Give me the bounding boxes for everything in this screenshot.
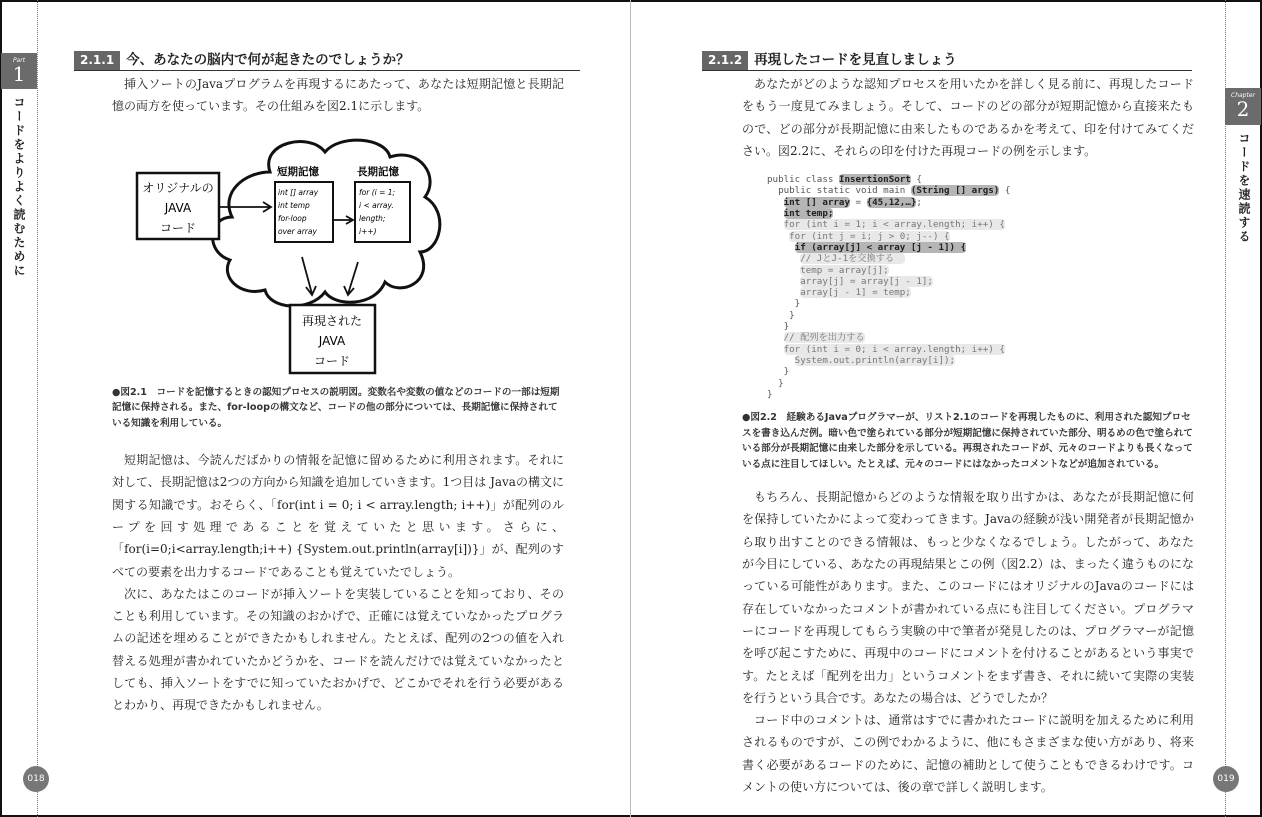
long-term-item: length;: [359, 213, 386, 223]
intro-paragraph: 挿入ソートのJavaプログラムを再現するにあたって、あなたは短期記憶と長期記憶の両方を使っています。その仕組みを図2.1に示します。: [112, 77, 564, 114]
code-line: [767, 366, 1194, 377]
short-term-highlight: int temp;: [783, 208, 834, 220]
body-paragraph-2: コード中のコメントは、通常はすでに書かれたコードに説明を加えるために利用されるものですが、この例でわかるように、他にもさまざまな使い方があり、将来書く必要があるコードのために、記憶の補助として使うこともできるわけです。コメントの使い方については、後の章で詳しく説明します。: [742, 713, 1194, 794]
long-term-label: 長期記憶: [357, 165, 399, 178]
short-term-item: int temp: [278, 200, 310, 210]
code-text: }: [767, 377, 784, 389]
code-line: [767, 344, 1194, 355]
code-line: [767, 389, 1194, 400]
short-term-item: for-loop: [278, 213, 307, 223]
figure-2-2-caption: ●図2.2 経験あるJavaプログラマーが、リスト2.1のコードを再現したものに、利用された認知プロセスを書き込んだ例。暗い色で塗られている部分が短期記憶に保持されていた部分、明るめの色で塗られている部分が長期記憶に由来した部分を示している。再現されたコードが、元々のコードよりも長くなっている点に注目してほしい。たとえば、元々のコードにはなかったコメントなどが追加されている。: [742, 412, 1193, 470]
section-title: 今、あなたの脳内で何が起きたのでしょうか？: [126, 52, 410, 68]
code-line: [767, 298, 1194, 309]
long-term-highlight: for (int i = 1; i < array.length; i++) {: [783, 219, 1005, 231]
page-number-right: 019: [1213, 766, 1239, 792]
reproduced-box-line-3: コード: [313, 353, 351, 368]
code-text: [767, 253, 800, 264]
short-term-highlight: {45,12,…}: [866, 196, 917, 208]
long-term-highlight: // 配列を出力する: [783, 332, 865, 344]
code-text: [767, 242, 795, 253]
code-line: [767, 185, 1194, 196]
section-number: 2.1.1: [74, 51, 120, 70]
figure-2-1-caption: ●図2.1 コードを記憶するときの認知プロセスの説明図。変数名や変数の値などのコードの一部は短期記憶に保持される。また、for-loopの構文など、コードの他の部分については、長期記憶に保持されている知識を利用している。: [112, 386, 560, 429]
left-text-column: [112, 73, 564, 717]
long-term-item: i < array.: [359, 200, 394, 210]
reproduced-box-line-1: 再現された: [301, 313, 363, 328]
code-line: [767, 332, 1194, 343]
original-box-line-1: オリジナルの: [142, 180, 214, 195]
chapter-label: Chapter: [1231, 92, 1255, 99]
long-term-item: for (i = 1;: [359, 187, 396, 197]
code-text: [767, 219, 784, 230]
part-tab: [1, 53, 37, 89]
code-text: [767, 265, 800, 276]
code-text: [767, 287, 800, 298]
code-line: [767, 174, 1194, 185]
code-text: public static void main: [767, 185, 911, 197]
code-text: {: [999, 185, 1011, 197]
long-term-highlight: for (int i = 0; i < array.length; i++) {: [783, 343, 1005, 355]
arrow-to-long-term: [333, 216, 353, 224]
code-text: }: [767, 388, 773, 400]
intro-paragraph: あなたがどのような認知プロセスを用いたかを詳しく見る前に、再現したコードをもう一度見てみましょう。そして、コードのどの部分が短期記憶から直接来たもので、どの部分が長期記憶に由来したものであるかを考えて、印を付けてみてください。図2.2に、それらの印を付けた再現コードの例を示します。: [742, 77, 1194, 158]
code-text: [767, 276, 800, 287]
long-term-highlight: // JとJ-1を交換する: [800, 253, 906, 265]
code-line: [767, 276, 1194, 287]
code-line: [767, 242, 1194, 253]
arrow-down-right: [344, 262, 358, 295]
section-heading-2-1-1: [74, 51, 580, 71]
original-box-line-2: JAVA: [164, 200, 192, 215]
figure-2-1-diagram: [120, 132, 450, 377]
code-text: [767, 231, 789, 242]
gutter-divider: [630, 0, 631, 817]
code-text: ;: [916, 196, 922, 208]
code-line: [767, 378, 1194, 389]
section-title: 再現したコードを見直しましょう: [754, 52, 957, 68]
original-box-line-3: コード: [159, 220, 197, 235]
code-text: [767, 355, 795, 366]
code-text: [767, 197, 784, 208]
short-term-highlight: (String [] args): [910, 185, 1000, 197]
short-term-item: int [] array: [278, 187, 319, 197]
body-paragraph-2: 次に、あなたはこのコードが挿入ソートを実装していることを知っており、そのことも利用しています。その知識のおかげで、正確には覚えていなかったプログラムの記述を埋めることができたかもしれません。たとえば、配列の2つの値を入れ替える処理が書かれていたかどうかを、コードを読んだけでは覚えていなかったとしても、挿入ソートをすでに知っていたおかげで、どこかでそれを行う必要があるとわかり、再現できたかもしれません。: [112, 586, 564, 713]
margin-guide-left: [37, 0, 38, 817]
code-text: }: [767, 298, 801, 310]
long-term-highlight: temp = array[j];: [800, 264, 889, 276]
code-text: }: [767, 366, 790, 378]
code-text: [767, 332, 784, 343]
code-text: }: [767, 321, 790, 333]
short-term-highlight: if (array[j] < array [j - 1]) {: [794, 241, 967, 253]
code-line: [767, 355, 1194, 366]
part-number: 1: [12, 62, 26, 86]
code-line: [767, 219, 1194, 230]
long-term-item: i++): [359, 226, 377, 236]
code-text: }: [767, 309, 795, 321]
code-line: [767, 287, 1194, 298]
section-number: 2.1.2: [702, 51, 748, 70]
code-text: [767, 208, 784, 219]
long-term-highlight: array[j] = array[j - 1];: [800, 275, 933, 287]
code-line: [767, 231, 1194, 242]
part-title-vertical: コードをよりよく読むために: [12, 96, 26, 278]
part-label: Part: [12, 57, 26, 64]
code-text: [767, 344, 784, 355]
code-line: [767, 208, 1194, 219]
chapter-tab: [1225, 88, 1261, 125]
short-term-highlight: InsertionSort: [838, 174, 911, 186]
chapter-number: 2: [1236, 97, 1250, 121]
long-term-highlight: System.out.println(array[i]);: [794, 354, 956, 366]
code-line: [767, 310, 1194, 321]
code-line: [767, 253, 1194, 264]
page-number-left: 018: [23, 766, 49, 792]
short-term-label: 短期記憶: [277, 165, 319, 178]
body-paragraph-1: 短期記憶は、今読んだばかりの情報を記憶に留めるために利用されます。それに対して、長期記憶は2つの方向から知識を追加していきます。1つ目は Javaの構文に関する知識です。おそらく、「for(int i = 0; i < array.length; i++)」が配列のループを回す処理であることを覚えていたと思います。さらに、「for(i=0;i<array.length;i++) {System.out.println(array[i])}」が、配列のすべての要素を出力するコードであることも覚えていたでしょう。: [112, 453, 564, 579]
code-text: public class: [767, 174, 839, 186]
code-line: [767, 265, 1194, 276]
code-text: =: [850, 196, 867, 208]
code-line: [767, 197, 1194, 208]
long-term-highlight: for (int j = i; j > 0; j--) {: [789, 230, 950, 242]
short-term-highlight: int [] array: [783, 196, 850, 208]
code-text: {: [910, 174, 922, 186]
arrow-down-left: [302, 257, 316, 295]
right-text-column: [742, 73, 1194, 798]
long-term-highlight: array[j - 1] = temp;: [800, 287, 911, 299]
figure-2-2-code-listing: [767, 174, 1194, 400]
section-heading-2-1-2: [702, 51, 1192, 71]
short-term-item: over array: [278, 226, 317, 236]
body-paragraph-1: もちろん、長期記憶からどのような情報を取り出すかは、あなたが長期記憶に何を保持していたかによって変わってきます。Javaの経験が浅い開発者が長期記憶から取り出すことのできる情報は、もっと少なくなるでしょう。したがって、あなたが今目にしている、あなたの再現結果とこの例（図2.2）は、まったく違うものになっている可能性があります。また、このコードにはオリジナルのJavaのコードには存在していなかったコメントが書かれている点にも注目してください。プログラマーにコードを再現してもらう実験の中で筆者が発見したのは、プログラマーが記憶を呼び起こすために、再現中のコードにコメントを付けることがあるという事実です。たとえば「配列を出力」というコメントをまず書き、それに続いて実際の実装を行うという具合です。あなたの場合は、どうでしたか？: [742, 490, 1194, 705]
code-line: [767, 321, 1194, 332]
chapter-title-vertical: コードを速読する: [1237, 132, 1251, 244]
reproduced-box-line-2: JAVA: [318, 333, 346, 348]
